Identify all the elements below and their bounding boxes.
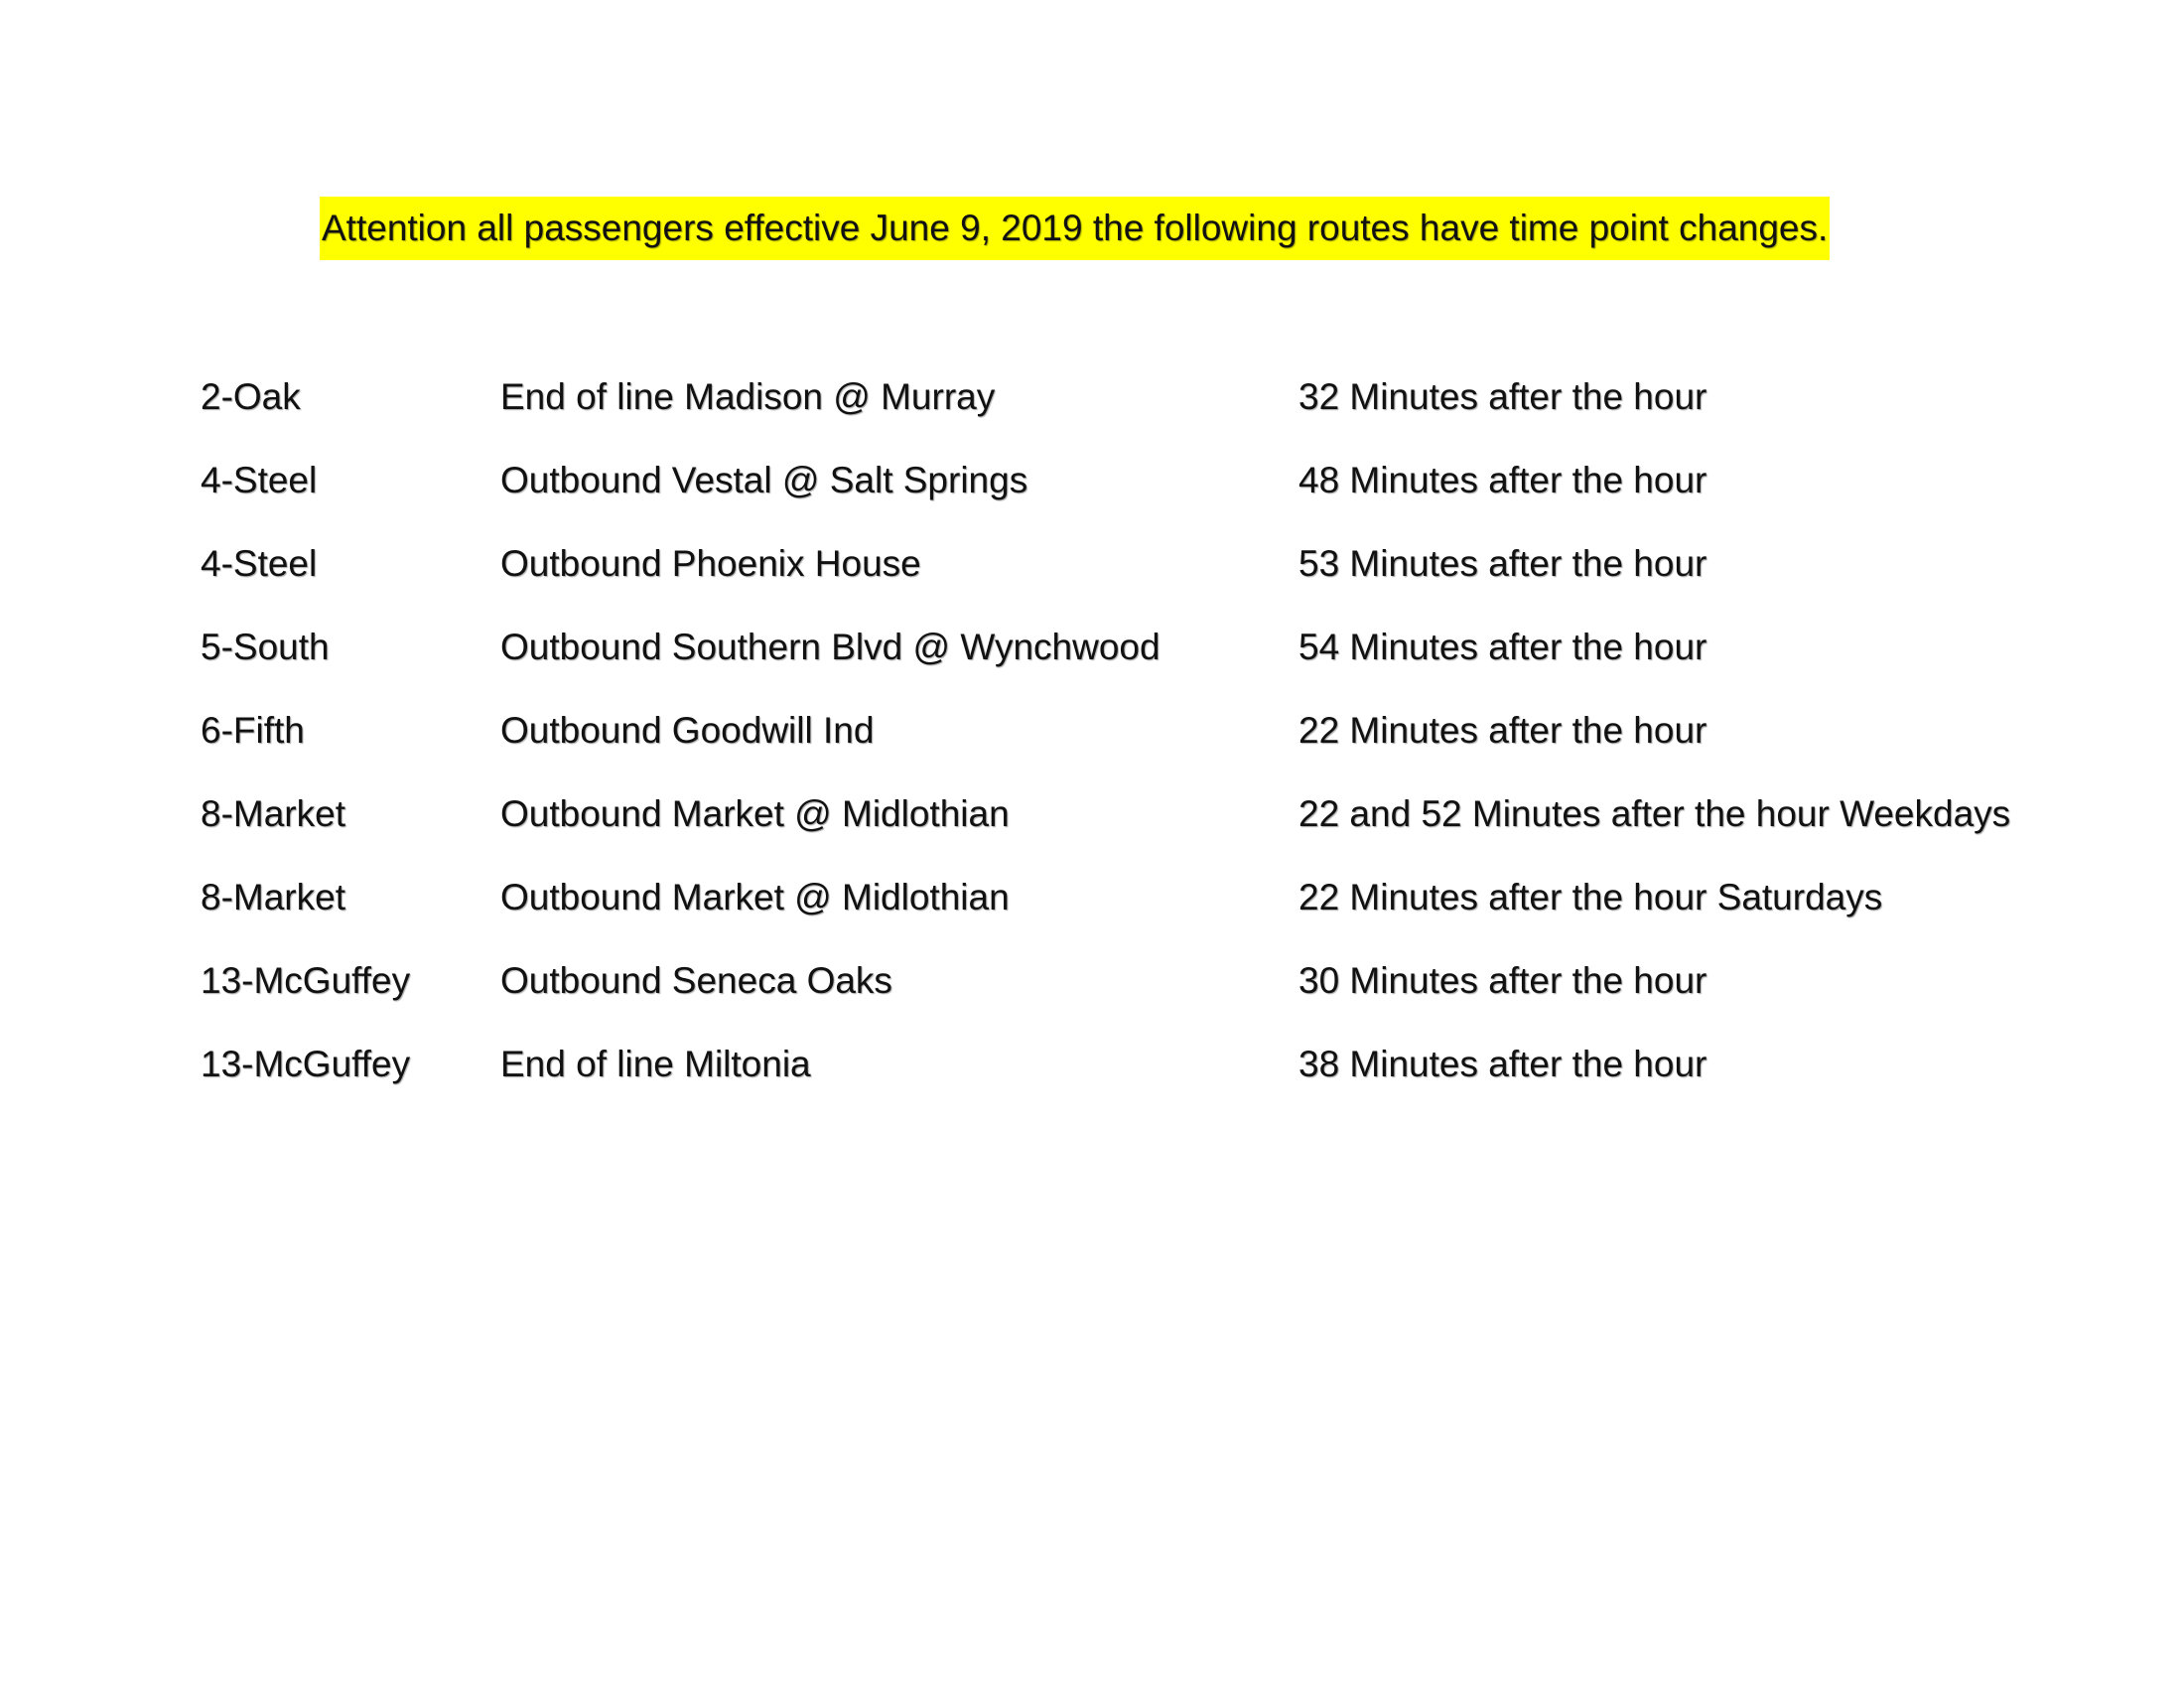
- route-name: 8-Market: [201, 877, 345, 917]
- route-name: 2-Oak: [201, 376, 301, 417]
- notice-heading: [316, 197, 1834, 260]
- time-point: 22 Minutes after the hour: [1298, 710, 1707, 751]
- route-name: 8-Market: [201, 793, 345, 834]
- route-name: 4-Steel: [201, 543, 318, 584]
- time-point: 22 Minutes after the hour Saturdays: [1298, 877, 1883, 917]
- route-name: 4-Steel: [201, 460, 318, 500]
- stop-location: Outbound Southern Blvd @ Wynchwood: [500, 627, 1160, 667]
- table-row: [201, 1037, 2146, 1120]
- table-row: [201, 620, 2146, 703]
- stop-location: Outbound Market @ Midlothian: [500, 877, 1010, 917]
- route-name: 6-Fifth: [201, 710, 305, 751]
- stop-location: Outbound Vestal @ Salt Springs: [500, 460, 1028, 500]
- time-point: 22 and 52 Minutes after the hour Weekdays: [1298, 793, 2011, 834]
- table-row: [201, 536, 2146, 620]
- time-point: 53 Minutes after the hour: [1298, 543, 1707, 584]
- table-row: [201, 953, 2146, 1037]
- time-point: 54 Minutes after the hour: [1298, 627, 1707, 667]
- stop-location: Outbound Seneca Oaks: [500, 960, 892, 1001]
- table-row: [201, 453, 2146, 536]
- stop-location: Outbound Market @ Midlothian: [500, 793, 1010, 834]
- stop-location: Outbound Goodwill Ind: [500, 710, 875, 751]
- stop-location: Outbound Phoenix House: [500, 543, 921, 584]
- time-point: 32 Minutes after the hour: [1298, 376, 1707, 417]
- table-row: [201, 703, 2146, 786]
- time-point: 48 Minutes after the hour: [1298, 460, 1707, 500]
- route-name: 13-McGuffey: [201, 1044, 411, 1084]
- route-name: 13-McGuffey: [201, 960, 411, 1001]
- table-row: [201, 369, 2146, 453]
- table-row: [201, 870, 2146, 953]
- notice-text: Attention all passengers effective June 9, 2019 the following routes have time point changes.: [320, 197, 1830, 260]
- time-point: 38 Minutes after the hour: [1298, 1044, 1707, 1084]
- route-name: 5-South: [201, 627, 330, 667]
- stop-location: End of line Miltonia: [500, 1044, 811, 1084]
- time-point: 30 Minutes after the hour: [1298, 960, 1707, 1001]
- stop-location: End of line Madison @ Murray: [500, 376, 996, 417]
- schedule-table: [201, 369, 2146, 1120]
- table-row: [201, 786, 2146, 870]
